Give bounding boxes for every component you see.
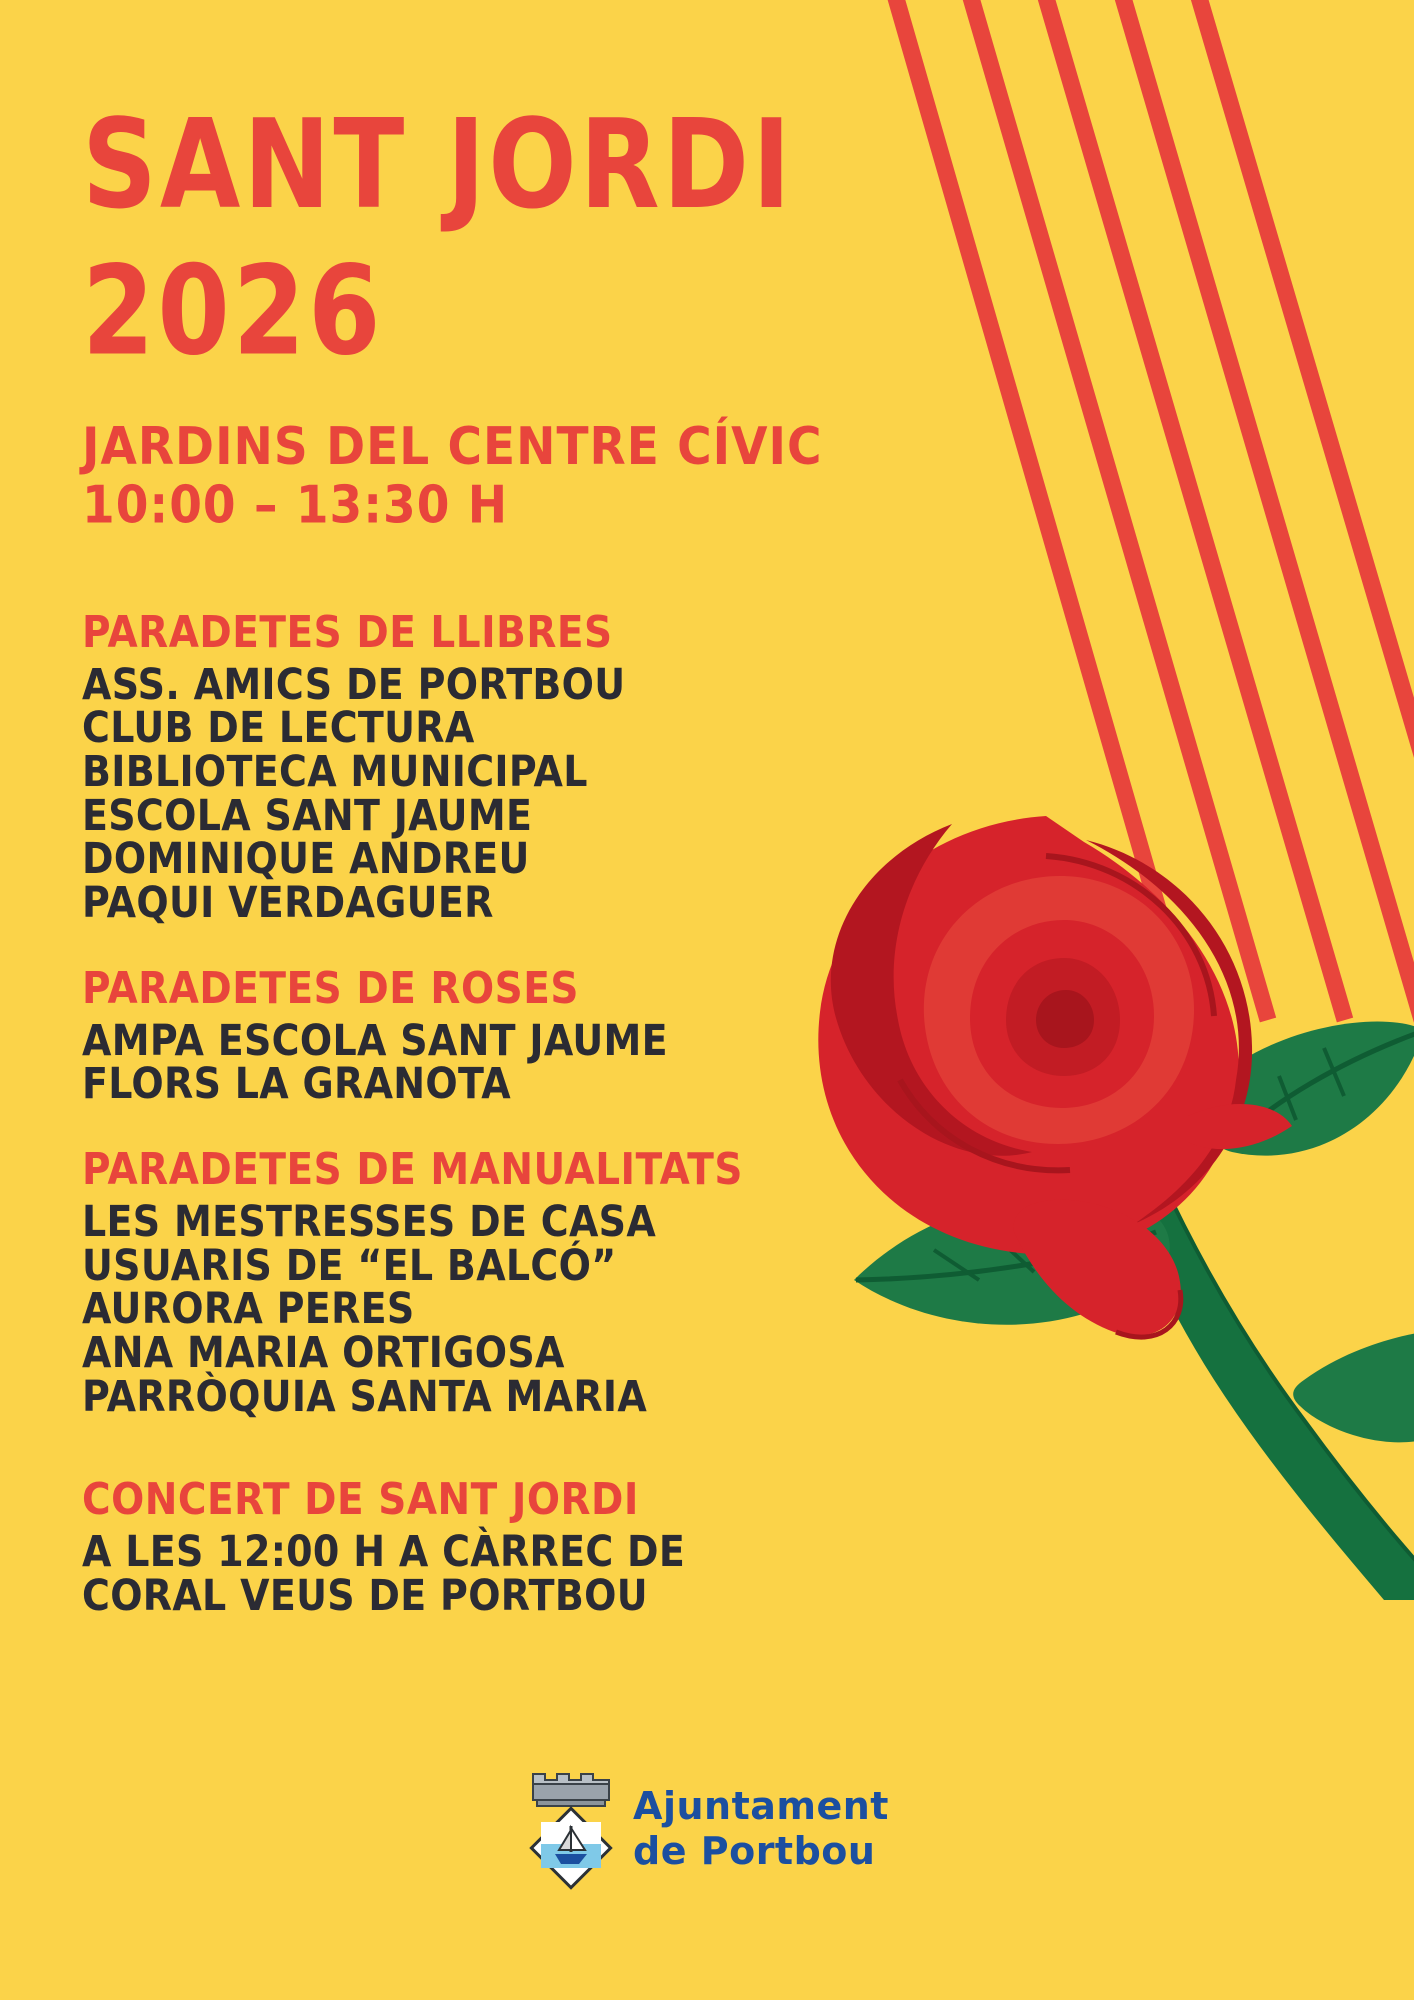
- page-title: SANT JORDI: [82, 92, 794, 237]
- sections-list: [82, 607, 982, 1621]
- footer-line-1: Ajuntament: [633, 1784, 889, 1829]
- footer-logo: [0, 1768, 1414, 1890]
- event-venue-time: [82, 419, 982, 535]
- poster-content: [82, 92, 982, 1660]
- list-item: FLORS LA GRANOTA: [82, 1059, 511, 1109]
- list-item: LES MESTRESSES DE CASA: [82, 1196, 657, 1247]
- list-item: USUARIS DE “EL BALCÓ”: [82, 1240, 617, 1290]
- section-title: PARADETES DE LLIBRES: [82, 607, 613, 658]
- footer-line-2: de Portbou: [633, 1829, 876, 1873]
- footer-text: [633, 1784, 889, 1874]
- list-item: DOMINIQUE ANDREU: [82, 834, 530, 884]
- list-item: PAQUI VERDAGUER: [82, 877, 494, 928]
- section-title: PARADETES DE ROSES: [82, 963, 579, 1014]
- list-item: AMPA ESCOLA SANT JAUME: [82, 1015, 668, 1065]
- section-concert: [82, 1475, 982, 1621]
- list-item: AURORA PERES: [82, 1284, 415, 1334]
- list-item: CLUB DE LECTURA: [82, 703, 475, 753]
- event-venue: JARDINS DEL CENTRE CÍVIC: [82, 417, 823, 478]
- list-item: ANA MARIA ORTIGOSA: [82, 1327, 565, 1378]
- section-roses: [82, 963, 982, 1109]
- event-time: 10:00 – 13:30 H: [82, 475, 509, 536]
- section-manualitats: [82, 1144, 982, 1421]
- list-item: ASS. AMICS DE PORTBOU: [82, 659, 626, 709]
- list-item: PARRÒQUIA SANTA MARIA: [82, 1371, 648, 1421]
- list-item: BIBLIOTECA MUNICIPAL: [82, 746, 588, 797]
- section-title: CONCERT DE SANT JORDI: [82, 1475, 639, 1526]
- list-item: A LES 12:00 H A CÀRREC DE: [82, 1527, 686, 1577]
- list-item: ESCOLA SANT JAUME: [82, 790, 533, 840]
- list-item: CORAL VEUS DE PORTBOU: [82, 1570, 648, 1621]
- page-year: 2026: [82, 238, 384, 383]
- section-llibres: [82, 607, 982, 928]
- section-title: PARADETES DE MANUALITATS: [82, 1144, 743, 1196]
- portbou-coat-of-arms-icon: [525, 1768, 617, 1890]
